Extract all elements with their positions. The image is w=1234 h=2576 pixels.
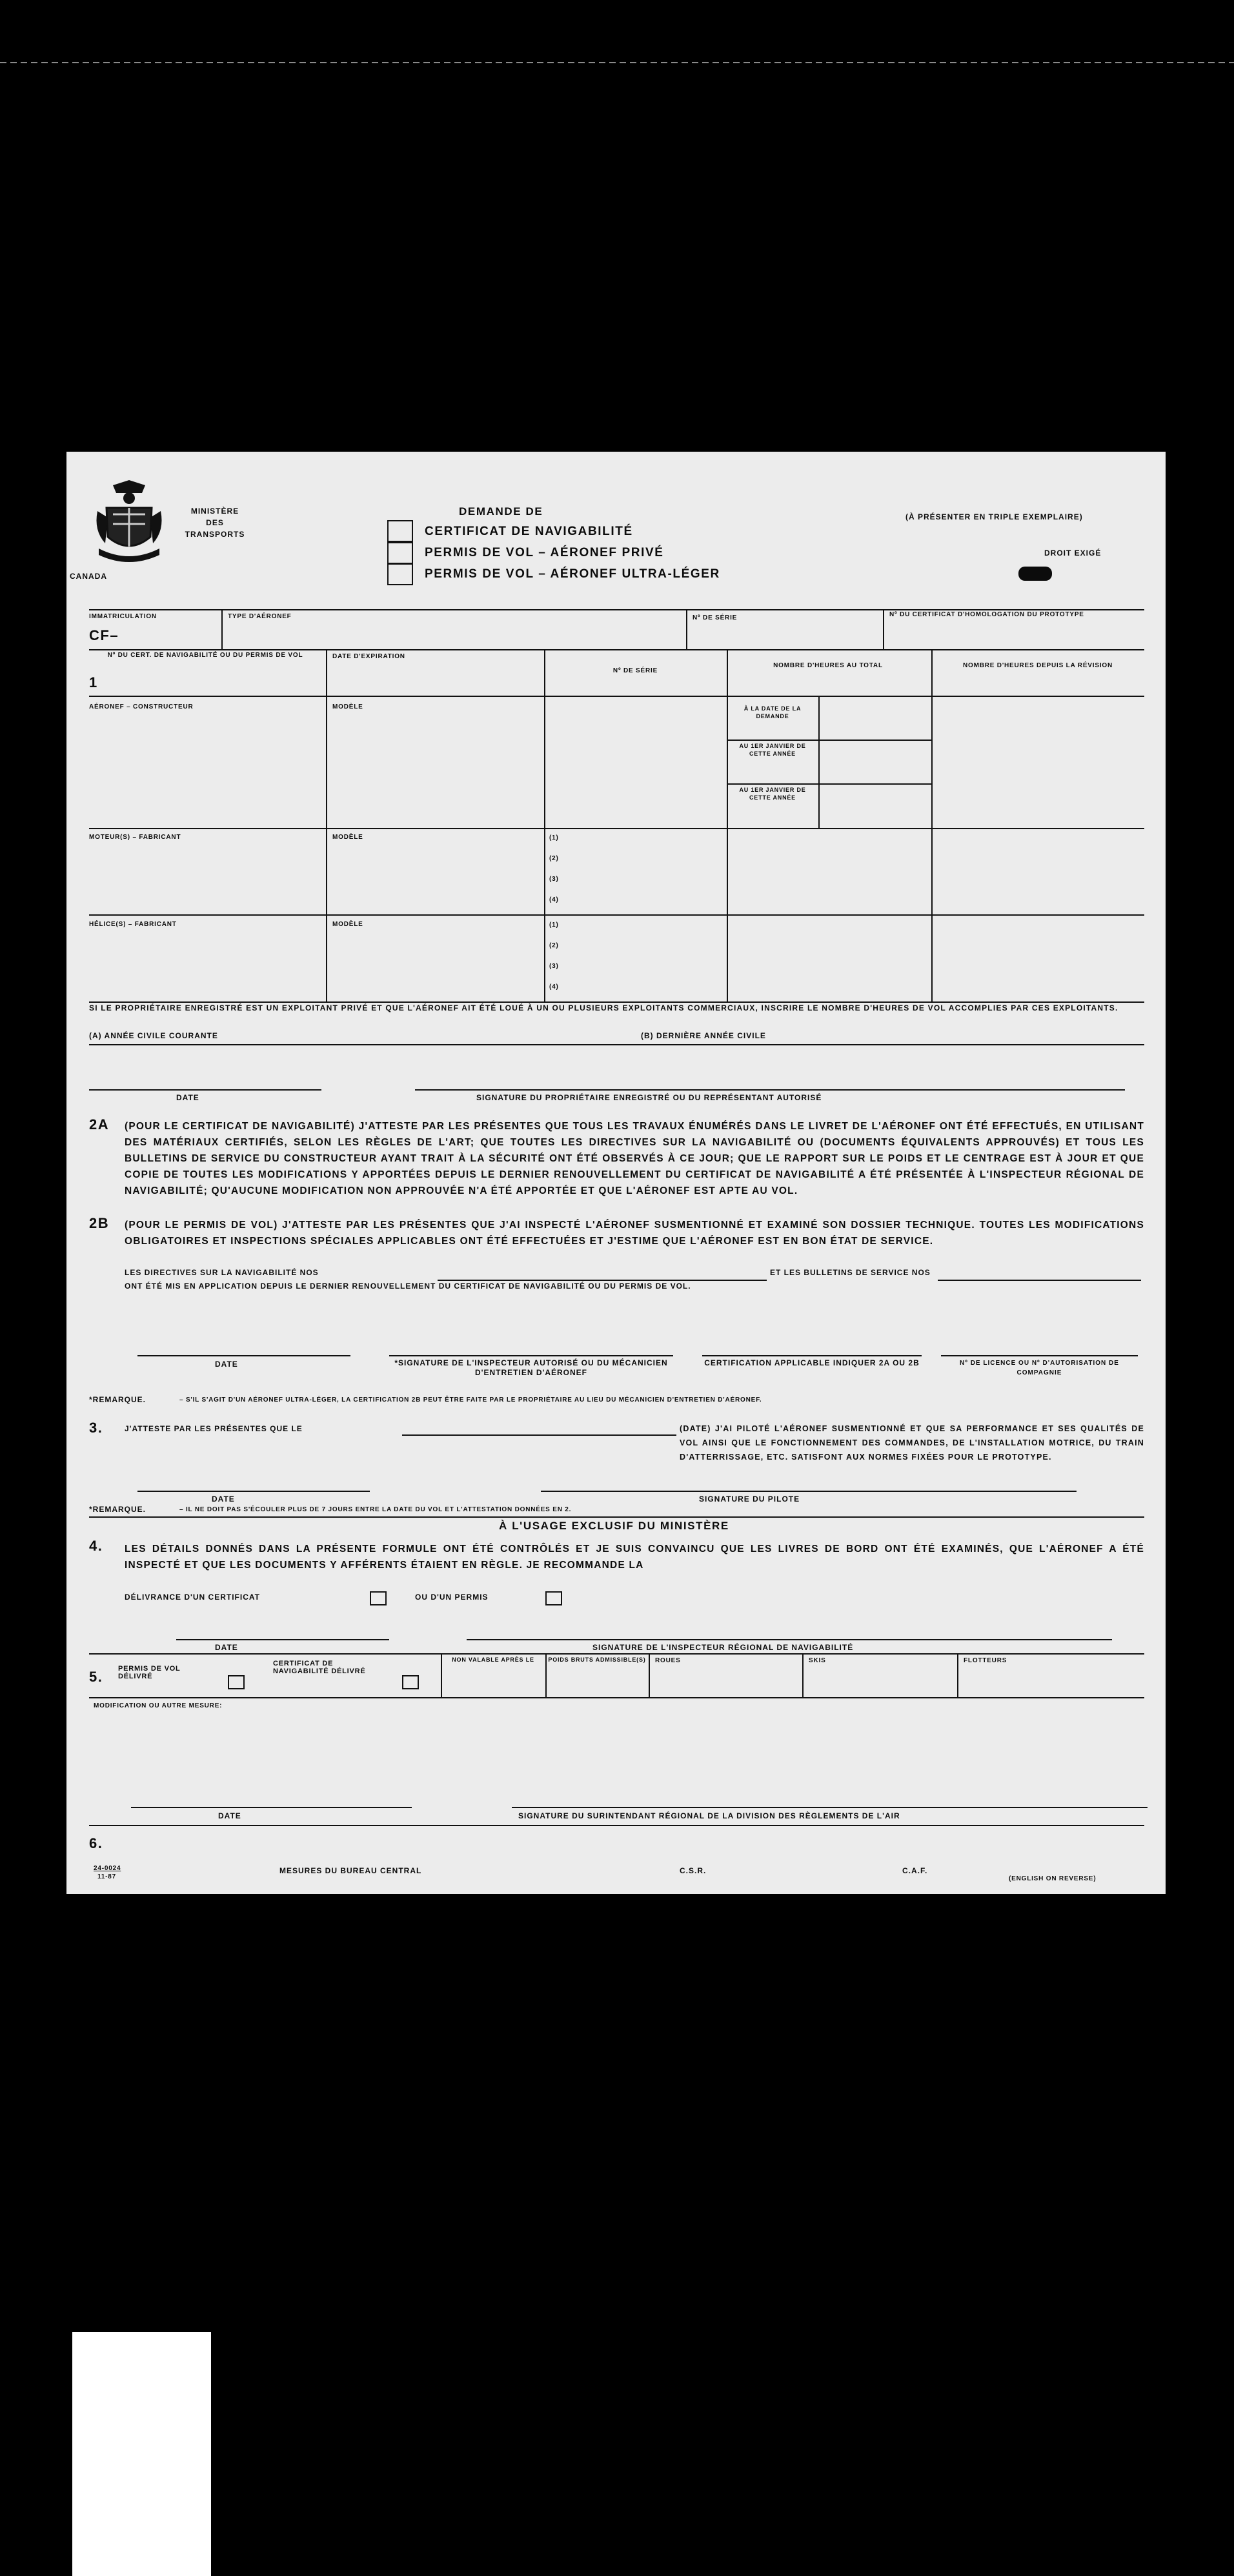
engine-model-label: MODÈLE: [332, 834, 363, 841]
hours-jan-this-year-label-2: AU 1ER JANVIER DE CETTE ANNÉE: [739, 787, 806, 801]
applicable-certification-label: CERTIFICATION APPLICABLE INDIQUER 2A OU 2B: [704, 1358, 920, 1367]
section-3-text-b: (DATE) J'AI PILOTÉ L'AÉRONEF SUSMENTIONNÉ ET QUE SA PERFORMANCE ET SES QUALITÉS DE VOL AINSI QUE LE FONCTIONNEMENT DES COMMANDES, DE L'INSTALLATION MOTRICE, DU TRAIN D'ATTERRISSAGE, ETC. SATISFONT AUX NORMES FIXÉES POUR LE PROTOTYPE.: [680, 1424, 1144, 1462]
section-4-text: LES DÉTAILS DONNÉS DANS LA PRÉSENTE FORMULE ONT ÉTÉ CONTRÔLÉS ET JE SUIS CONVAINCU QUE LES LIVRES DE BORD ONT ÉTÉ EXAMINÉS, QUE L'AÉRONEF A ÉTÉ INSPECTÉ ET QUE LES DOCUMENTS Y AFFÉRENTS ÉTAIENT EN RÈGLE. JE RECOMMANDE LA: [125, 1544, 1144, 1571]
triplicate-note: (À PRÉSENTER EN TRIPLE EXEMPLAIRE): [905, 512, 1083, 521]
ministry-use-heading: À L'USAGE EXCLUSIF DU MINISTÈRE: [499, 1520, 729, 1532]
hours-jan-this-year-label: AU 1ER JANVIER DE CETTE ANNÉE: [739, 743, 806, 757]
bulletins-label: ET LES BULLETINS DE SERVICE NOS: [770, 1268, 931, 1277]
application-form: [66, 452, 1166, 1894]
section-2a-text: (POUR LE CERTIFICAT DE NAVIGABILITÉ) J'ATTESTE PAR LES PRÉSENTES QUE TOUS LES TRAVAUX ÉNUMÉRÉS DANS LE LIVRET DE L'AÉRONEF ONT ÉTÉ EFFECTUÉS, EN UTILISANT DES MATÉRIAUX CERTIFIÉS, SELON LES RÈGLES DE L'ART; QUE TOUTES LES DIRECTIVES SUR LA NAVIGABILITÉ OU (DOCUMENTS ÉQUIVALENTS APPROUVÉS) ET TOUS LES BULLETINS DE SERVICE DU CONSTRUCTEUR AYANT TRAIT À LA SÉCURITÉ ONT ÉTÉ OBSERVÉS À CE JOUR; QUE LE RAPPORT SUR LE POIDS ET LE CENTRAGE EST À JOUR ET QUE COPIE DE TOUTES LES MODIFICATIONS Y APPORTÉES DEPUIS LE DERNIER RENOUVELLEMENT DU CERTIFICAT DE NAVIGABILITÉ A ÉTÉ PRÉSENTÉE À L'INSPECTEUR RÉGIONAL DE NAVIGABILITÉ; QU'AUCUNE MODIFICATION NON APPROUVÉE N'A ÉTÉ APPORTÉE ET QUE L'AÉRONEF EST APTE AU VOL.: [125, 1121, 1144, 1196]
remark-3-label: *REMARQUE.: [89, 1505, 147, 1514]
inspector-signature-label: *SIGNATURE DE L'INSPECTEUR AUTORISÉ OU DU MÉCANICIEN D'ENTRETIEN D'AÉRONEF: [394, 1358, 668, 1377]
gross-weight-label: POIDS BRUTS ADMISSIBLE(S): [548, 1656, 646, 1663]
fee-stamp: [1018, 567, 1052, 581]
current-year-label: (A) ANNÉE CIVILE COURANTE: [89, 1031, 218, 1040]
section-2b-number: 2B: [89, 1215, 110, 1231]
permit-issued-checkbox[interactable]: [228, 1675, 245, 1689]
registration-value[interactable]: CF–: [89, 627, 119, 643]
section-3-text-a: J'ATTESTE PAR LES PRÉSENTES QUE LE: [125, 1424, 303, 1433]
section-1-number: 1: [89, 674, 98, 690]
superintendent-date-label: DATE: [218, 1811, 241, 1820]
form-number: 24-0024: [94, 1865, 121, 1872]
modification-label: MODIFICATION OU AUTRE MESURE:: [94, 1702, 223, 1709]
film-edge-line: [0, 62, 1234, 63]
propeller-item-4: (4): [549, 983, 559, 991]
or-permit-label: OU D'UN PERMIS: [415, 1593, 489, 1602]
certificate-issued-label: CERTIFICAT DE NAVIGABILITÉ DÉLIVRÉ: [273, 1660, 366, 1675]
propeller-item-1: (1): [549, 921, 559, 929]
ministry-line-3: TRANSPORTS: [185, 530, 245, 539]
canada-coat-of-arms-icon: [94, 479, 165, 569]
owner-signature-label: SIGNATURE DU PROPRIÉTAIRE ENREGISTRÉ OU DU REPRÉSENTANT AUTORISÉ: [476, 1093, 822, 1102]
serial-label: Nº DE SÉRIE: [612, 667, 658, 674]
lease-note: SI LE PROPRIÉTAIRE ENREGISTRÉ EST UN EXPLOITANT PRIVÉ ET QUE L'AÉRONEF AIT ÉTÉ LOUÉ À UN OU PLUSIEURS EXPLOITANTS COMMERCIAUX, INSCRIRE LE NOMBRE D'HEURES DE VOL ACCOMPLIES PAR CES EXPLOITANTS.: [89, 1003, 1118, 1012]
ministry-line-1: MINISTÈRE: [190, 507, 239, 516]
directives-line[interactable]: [438, 1280, 767, 1281]
serial-no-label-top: Nº DE SÉRIE: [693, 614, 738, 621]
aircraft-model-label: MODÈLE: [332, 703, 363, 710]
last-year-label: (B) DERNIÈRE ANNÉE CIVILE: [641, 1031, 766, 1040]
option-private-permit: PERMIS DE VOL – AÉRONEF PRIVÉ: [425, 546, 664, 559]
engine-item-3: (3): [549, 876, 559, 883]
expiry-date-label: DATE D'EXPIRATION: [332, 653, 405, 660]
skis-label: SKIS: [809, 1657, 826, 1664]
caf-label: C.A.F.: [902, 1866, 928, 1875]
floats-label: FLOTTEURS: [964, 1657, 1007, 1664]
film-leader-tab: [72, 2332, 211, 2576]
licence-number-label: Nº DE LICENCE OU Nº D'AUTORISATION DE COMPAGNIE: [960, 1360, 1119, 1376]
fee-label: DROIT EXIGÉ: [1044, 548, 1102, 558]
engine-item-2: (2): [549, 855, 559, 862]
csr-label: C.S.R.: [680, 1866, 707, 1875]
section-3-number: 3.: [89, 1420, 103, 1436]
total-hours-label: NOMBRE D'HEURES AU TOTAL: [773, 662, 883, 669]
or-permit-checkbox[interactable]: [545, 1591, 562, 1605]
aircraft-type-label: TYPE D'AÉRONEF: [228, 613, 292, 620]
section-6-number: 6.: [89, 1835, 103, 1851]
not-valid-after-label: NON VALABLE APRÈS LE: [452, 1656, 534, 1663]
pilot-signature-label: SIGNATURE DU PILOTE: [699, 1494, 800, 1504]
certificate-issued-checkbox[interactable]: [402, 1675, 419, 1689]
regional-inspector-signature-label: SIGNATURE DE L'INSPECTEUR RÉGIONAL DE NAVIGABILITÉ: [592, 1643, 854, 1652]
remark-2b-text: – S'IL S'AGIT D'UN AÉRONEF ULTRA-LÉGER, LA CERTIFICATION 2B PEUT ÊTRE FAITE PAR LE PROPRIÉTAIRE AU LIEU DU MÉCANICIEN D'ENTRETIEN D'AÉRONEF.: [179, 1396, 762, 1404]
section-2b-text: (POUR LE PERMIS DE VOL) J'ATTESTE PAR LES PRÉSENTES QUE J'AI INSPECTÉ L'AÉRONEF SUSMENTIONNÉ ET EXAMINÉ SON DOSSIER TECHNIQUE. TOUTES LES MODIFICATIONS OBLIGATOIRES ET INSPECTIONS SPÉCIALES APPLICABLES ONT ÉTÉ EFFECTUÉES ET J'ESTIME QUE L'AÉRONEF EST EN BON ÉTAT DE SERVICE.: [125, 1220, 1144, 1247]
inspector-date-label: DATE: [215, 1360, 238, 1369]
hours-at-application-label: À LA DATE DE LA DEMANDE: [743, 705, 802, 719]
directives-label: LES DIRECTIVES SUR LA NAVIGABILITÉ NOS: [125, 1268, 319, 1277]
remark-3-text: – IL NE DOIT PAS S'ÉCOULER PLUS DE 7 JOURS ENTRE LA DATE DU VOL ET L'ATTESTATION DONNÉES EN 2.: [179, 1506, 572, 1513]
remark-2b-label: *REMARQUE.: [89, 1395, 147, 1404]
form-title: DEMANDE DE: [459, 505, 543, 518]
ministry-line-2: DES: [206, 518, 224, 527]
wheels-label: ROUES: [655, 1657, 681, 1664]
propeller-model-label: MODÈLE: [332, 921, 363, 928]
engine-item-4: (4): [549, 896, 559, 903]
section-5-number: 5.: [89, 1669, 103, 1685]
aircraft-manufacturer-label: AÉRONEF – CONSTRUCTEUR: [89, 703, 194, 710]
country-label: CANADA: [70, 572, 107, 581]
section-4-number: 4.: [89, 1538, 103, 1554]
cert-number-label: Nº DU CERT. DE NAVIGABILITÉ OU DU PERMIS DE VOL: [107, 652, 303, 659]
regional-date-label: DATE: [215, 1643, 238, 1652]
option-certificate: CERTIFICAT DE NAVIGABILITÉ: [425, 525, 633, 538]
issue-certificate-label: DÉLIVRANCE D'UN CERTIFICAT: [125, 1593, 260, 1602]
english-on-reverse-note: (ENGLISH ON REVERSE): [1009, 1875, 1097, 1882]
permit-issued-label: PERMIS DE VOL DÉLIVRÉ: [118, 1665, 181, 1680]
certificate-checkbox[interactable]: [387, 520, 413, 542]
flight-date-line[interactable]: [402, 1434, 676, 1436]
engine-item-1: (1): [549, 834, 559, 841]
bulletins-line[interactable]: [938, 1280, 1141, 1281]
ultralight-permit-checkbox[interactable]: [387, 563, 413, 585]
propeller-item-2: (2): [549, 942, 559, 949]
registration-label: IMMATRICULATION: [89, 613, 157, 620]
option-ultralight-permit: PERMIS DE VOL – AÉRONEF ULTRA-LÉGER: [425, 567, 720, 581]
pilot-date-label: DATE: [212, 1494, 235, 1504]
type-cert-label: Nº DU CERTIFICAT D'HOMOLOGATION DU PROTOTYPE: [889, 611, 1084, 618]
issue-certificate-checkbox[interactable]: [370, 1591, 387, 1605]
engine-manufacturer-label: MOTEUR(S) – FABRICANT: [89, 834, 181, 841]
superintendent-signature-label: SIGNATURE DU SURINTENDANT RÉGIONAL DE LA DIVISION DES RÈGLEMENTS DE L'AIR: [518, 1811, 900, 1820]
form-date: 11-87: [97, 1873, 117, 1880]
applied-text: ONT ÉTÉ MIS EN APPLICATION DEPUIS LE DERNIER RENOUVELLEMENT DU CERTIFICAT DE NAVIGABILITÉ OU DU PERMIS DE VOL.: [125, 1282, 691, 1291]
hours-since-revision-label: NOMBRE D'HEURES DEPUIS LA RÉVISION: [962, 662, 1113, 669]
central-office-label: MESURES DU BUREAU CENTRAL: [279, 1866, 422, 1875]
section-2a-number: 2A: [89, 1116, 110, 1132]
propeller-manufacturer-label: HÉLICE(S) – FABRICANT: [89, 921, 177, 928]
propeller-item-3: (3): [549, 963, 559, 970]
private-permit-checkbox[interactable]: [387, 542, 413, 564]
owner-date-label: DATE: [176, 1093, 199, 1102]
